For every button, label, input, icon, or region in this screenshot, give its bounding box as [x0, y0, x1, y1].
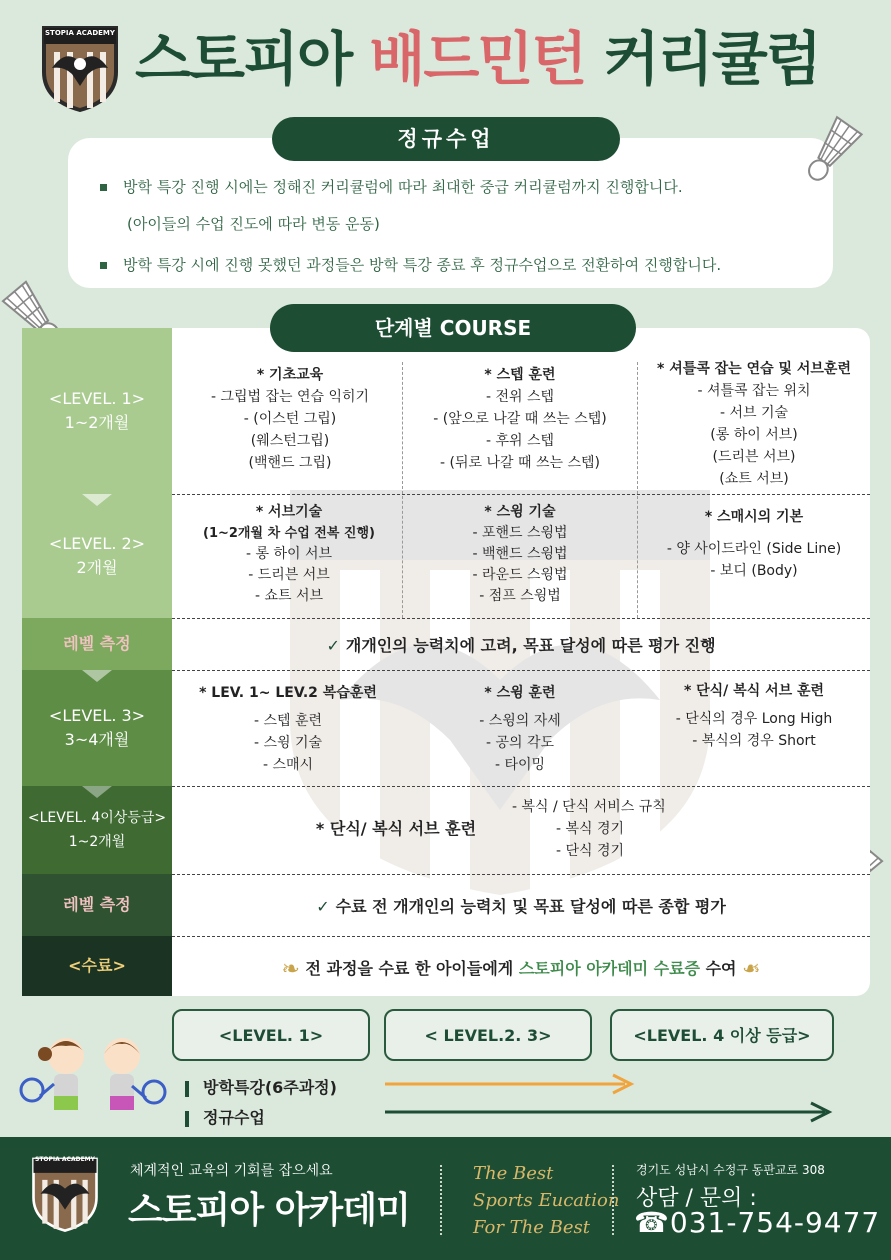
course-title: 단계별 COURSE: [270, 304, 636, 352]
footer-phone[interactable]: ☎031-754-9477: [634, 1206, 881, 1239]
footer-slogan: The Best Sports Eucation For The Best: [473, 1163, 620, 1238]
level-1-step-cell: * 스텝 훈련 - 전위 스텝 - (앞으로 나갈 때 쓰는 스텝) - 후위 스텝 - (뒤로 나갈 때 쓰는 스텝): [433, 367, 607, 471]
regular-arrow: [385, 1101, 833, 1123]
level-1-basic-cell: * 기초교육 - 그립법 잡는 연습 익히기 - (이스턴 그립) (웨스턴그립) (백핸드 그립): [210, 367, 370, 471]
level-3-review-cell: * LEV. 1~ LEV.2 복습훈련 - 스텝 훈련 - 스윙 기술 - 스매시: [199, 685, 377, 773]
regular-line-3: 방학 특강 시에 진행 못했던 과정들은 방학 특강 종료 후 정규수업으로 전환하여 진행합니다.: [100, 254, 721, 275]
vacation-arrow: [385, 1073, 635, 1095]
bullet-icon: [100, 184, 107, 191]
legend-vacation: 방학특강(6주과정): [185, 1075, 337, 1098]
level-4-box: <LEVEL. 4 이상 등급>: [610, 1009, 834, 1061]
level-4-items: - 복식 / 단식 서비스 규칙 - 복식 경기 - 단식 경기: [512, 799, 666, 859]
shuttlecock-icon: [796, 112, 866, 192]
level-1-box: <LEVEL. 1>: [172, 1009, 370, 1061]
complete-text: ❧ 전 과정을 수료 한 아이들에게 스토피아 아카데미 수료증 수여 ❧: [281, 957, 761, 982]
level-1-label: <LEVEL. 1> 1~2개월: [22, 328, 172, 494]
footer-subtitle: 체계적인 교육의 기회를 잡으세요: [130, 1163, 333, 1179]
measure-2-text: ✓ 수료 전 개개인의 능력치 및 목표 달성에 따른 종합 평가: [316, 897, 726, 916]
complete-label: <수료>: [22, 936, 172, 996]
level-1-serve-cell: * 셔틀콕 잡는 연습 및 서브훈련 - 셔틀콕 잡는 위치 - 서브 기술 (롱 하이 서브) (드리븐 서브) (쇼트 서브): [657, 361, 851, 487]
page-title: [135, 24, 820, 94]
title-part-3: 커리큘럼: [603, 25, 820, 93]
row-divider: [172, 618, 870, 619]
check-icon: ✓: [326, 636, 340, 655]
level-3-label: <LEVEL. 3> 3~4개월: [22, 670, 172, 786]
level-2-swing-cell: * 스윙 기술 - 포핸드 스윙법 - 백핸드 스윙법 - 라운드 스윙법 - 점프 스윙법: [472, 504, 568, 604]
level-3-swing-cell: * 스윙 훈련 - 스윙의 자세 - 공의 각도 - 타이밍: [479, 685, 561, 773]
measure-1-text: ✓ 개개인의 능력치에 고려, 목표 달성에 따른 평가 진행: [326, 636, 716, 655]
level-4-head: * 단식/ 복식 서브 훈련: [315, 819, 477, 838]
col-divider: [402, 362, 403, 618]
laurel-icon: ❧: [281, 957, 300, 982]
col-divider: [637, 362, 638, 618]
measure-2-label: 레벨 측정: [22, 874, 172, 936]
step-arrow: [82, 670, 112, 682]
row-divider: [172, 670, 870, 671]
footer-divider: [440, 1165, 442, 1235]
step-arrow: [82, 494, 112, 506]
legend-regular: 정규수업: [185, 1105, 265, 1128]
regular-title: 정규수업: [272, 117, 620, 161]
level-3-serve-cell: * 단식/ 복식 서브 훈련 - 단식의 경우 Long High - 복식의 경우 Short: [675, 683, 833, 749]
footer-address: 경기도 성남시 수정구 동판교로 308: [636, 1163, 825, 1177]
title-part-1: 스토피아: [135, 25, 352, 93]
regular-line-2: (아이들의 수업 진도에 따라 변동 운동): [127, 215, 380, 233]
level-2-serve-cell: * 서브기술 (1~2개월 차 수업 전복 진행) - 롱 하이 서브 - 드리븐 서브 - 쇼트 서브: [203, 504, 375, 604]
measure-1-label: 레벨 측정: [22, 618, 172, 670]
footer-divider: [612, 1165, 614, 1235]
level-2-3-box: < LEVEL.2. 3>: [384, 1009, 592, 1061]
check-icon: ✓: [316, 897, 330, 916]
level-2-label: <LEVEL. 2> 2개월: [22, 494, 172, 618]
bullet-icon: [100, 262, 107, 269]
title-part-2: 배드민턴: [369, 25, 586, 93]
regular-line-1: 방학 특강 진행 시에는 정해진 커리큘럼에 따라 최대한 중급 커리큘럼까지 진행합니다.: [100, 176, 683, 197]
footer-academy-name: 스토피아 아카데미: [128, 1190, 410, 1231]
phone-icon: ☎: [634, 1206, 670, 1239]
kids-illustration: [18, 1034, 168, 1124]
laurel-icon: ❧: [742, 957, 761, 982]
footer-logo-text: STOPIA ACADEMY: [35, 1156, 95, 1163]
row-divider: [172, 494, 870, 495]
row-divider: [172, 936, 870, 937]
step-arrow: [82, 786, 112, 798]
row-divider: [172, 874, 870, 875]
footer-contact-label: 상담 / 문의 :: [636, 1186, 757, 1211]
row-divider: [172, 786, 870, 787]
level-2-smash-cell: * 스매시의 기본 - 양 사이드라인 (Side Line) - 보디 (Body): [666, 509, 842, 579]
level-4-label: <LEVEL. 4이상등급> 1~2개월: [22, 786, 172, 874]
logo-text: STOPIA ACADEMY: [45, 29, 115, 37]
